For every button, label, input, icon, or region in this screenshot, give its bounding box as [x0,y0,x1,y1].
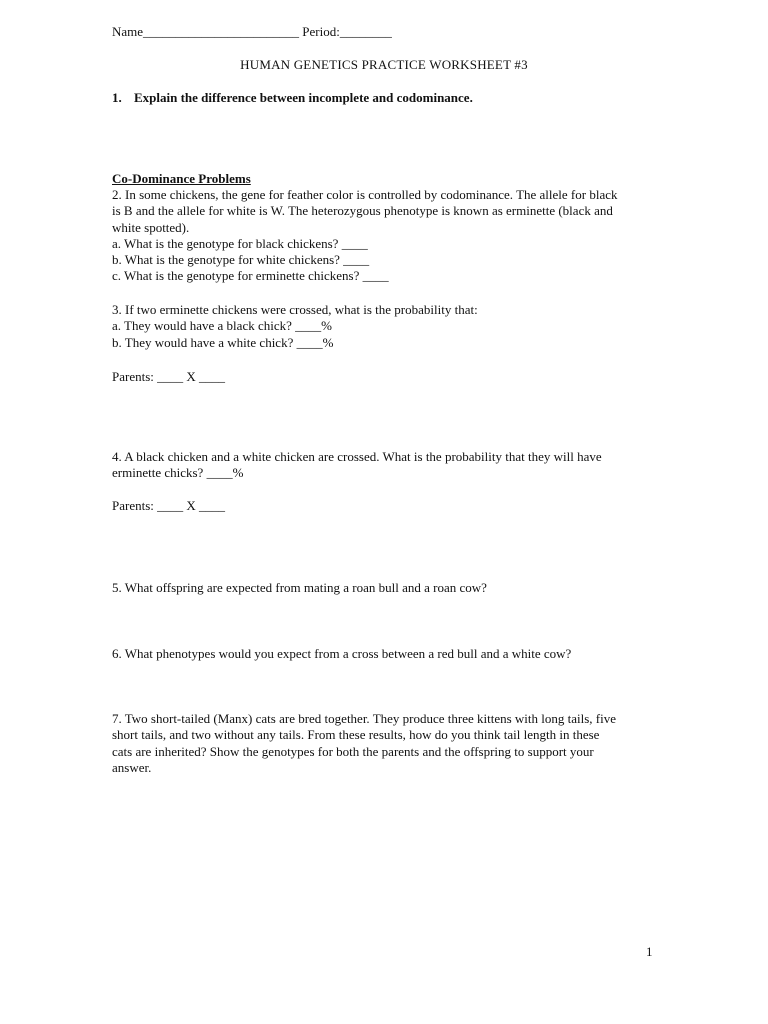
section-heading [112,171,652,187]
name-period-line [112,24,652,40]
question-6 [112,646,652,662]
question-4-line: erminette chicks? ____% [112,465,244,481]
question-5 [112,580,652,596]
parents-line-2 [112,498,652,514]
question-3a: a. They would have a black chick? ____% [112,318,332,334]
question-7-line: short tails, and two without any tails. From these results, how do you think tail length in these [112,727,600,743]
parents-line-1 [112,369,652,385]
question-2c: c. What is the genotype for erminette chickens? ____ [112,268,389,284]
parents-line-1-text: Parents: ____ X ____ [112,369,226,384]
question-6-text: 6. What phenotypes would you expect from a cross between a red bull and a white cow? [112,646,572,661]
question-2a: a. What is the genotype for black chickens? ____ [112,235,368,251]
question-7-line: 7. Two short-tailed (Manx) cats are bred together. They produce three kittens with long tails, five [112,711,617,726]
question-2-line: is B and the allele for white is W. The heterozygous phenotype is known as erminette (black and [112,203,613,219]
section-heading-text: Co-Dominance Problems [112,171,251,186]
name-period-label: Name________________________ Period:________ [112,24,392,39]
question-7 [112,711,652,776]
question-5-text: 5. What offspring are expected from mating a roan bull and a roan cow? [112,580,487,595]
question-2 [112,187,652,285]
parents-line-2-text: Parents: ____ X ____ [112,498,226,513]
question-7-line: cats are inherited? Show the genotypes for both the parents and the offspring to support your [112,743,594,759]
page-number: 1 [646,944,653,959]
question-2b: b. What is the genotype for white chickens? ____ [112,252,370,268]
question-1 [112,90,652,106]
worksheet-title: HUMAN GENETICS PRACTICE WORKSHEET #3 [240,57,528,72]
question-3 [112,302,652,351]
question-1-number: 1. [112,90,122,105]
question-4 [112,449,652,482]
question-1-text: Explain the difference between incomplete and codominance. [134,90,473,105]
question-3-line: 3. If two erminette chickens were crossed, what is the probability that: [112,302,478,317]
question-7-line: answer. [112,759,152,775]
question-3b: b. They would have a white chick? ____% [112,334,334,350]
question-2-line: 2. In some chickens, the gene for feather color is controlled by codominance. The allele for black [112,187,618,202]
question-2-line: white spotted). [112,219,190,235]
question-4-line: 4. A black chicken and a white chicken are crossed. What is the probability that they will have [112,449,602,464]
